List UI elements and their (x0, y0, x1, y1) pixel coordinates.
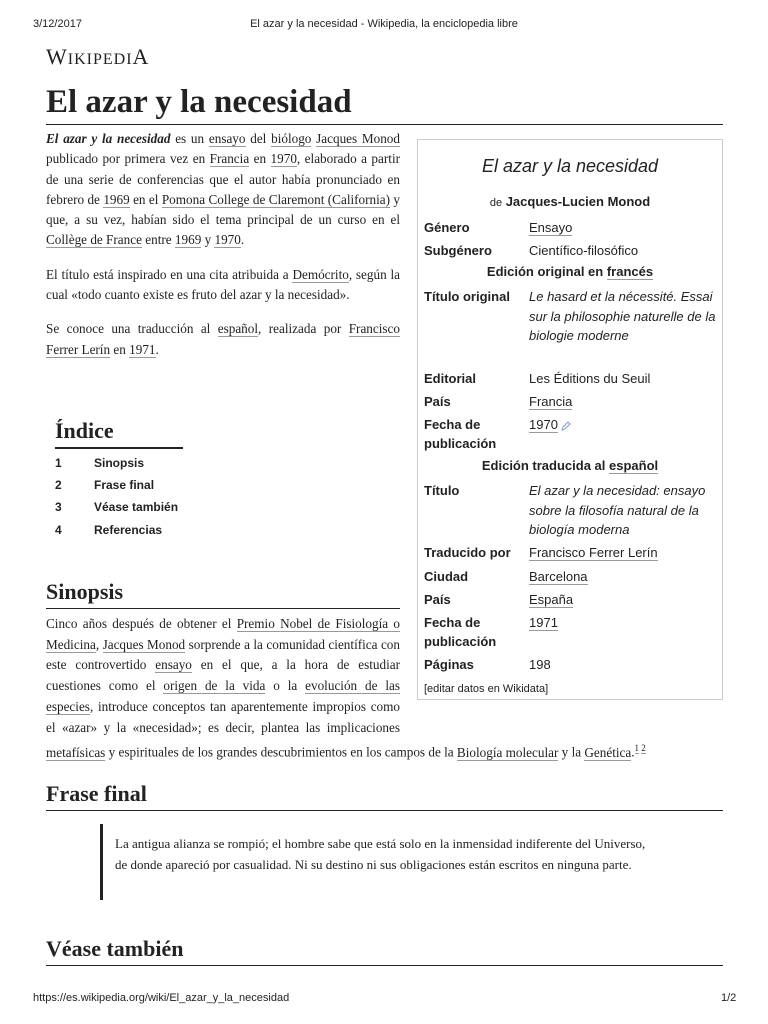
infobox-spacer (400, 614, 723, 718)
intro-text (46, 129, 400, 374)
link-fecha-1971[interactable]: 1971 (529, 615, 558, 630)
link-1970[interactable]: 1970 (270, 151, 297, 167)
link-biologia-molecular[interactable]: Biología molecular (456, 744, 559, 760)
link-genetica[interactable]: Genética (584, 744, 632, 760)
wikipedia-logo[interactable]: WIKIPEDIA (46, 44, 150, 69)
link-1970-b[interactable]: 1970 (214, 232, 241, 248)
link-espana[interactable]: España (529, 592, 574, 607)
blockquote: La antigua alianza se rompió; el hombre sabe que está solo en la inmensidad indiferente del Universo, de donde apareció por casualidad. Ni su destino ni sus obligaciones están escritos en ninguna parte. (100, 824, 660, 900)
print-url: https://es.wikipedia.org/wiki/El_azar_y_la_necesidad (33, 992, 290, 1004)
intro-paragraph-1: El azar y la necesidad es un ensayo del biólogo Jacques Monod publicado por primera vez en Francia en 1970, elaborado a partir de una serie de conferencias que el autor había pronunciado en febrero de 1969 en el Pomona College de Claremont (California) y que, a su vez, habían sido el tema principal de un curso en el Collège de France entre 1969 y 1970. (46, 131, 401, 248)
edit-wikidata-link[interactable]: [editar datos en Wikidata] (424, 683, 549, 695)
link-sinopsis-ensayo[interactable]: ensayo (155, 657, 192, 673)
link-metafisicas[interactable]: metafísicas (46, 744, 106, 760)
link-origen-de-la-vida[interactable]: origen de la vida (163, 678, 266, 694)
link-traductor[interactable]: Francisco Ferrer Lerín (529, 545, 658, 560)
link-trad-espanol[interactable]: español (609, 458, 659, 473)
ref-1[interactable]: 1 (634, 743, 640, 754)
sinopsis-paragraph: Cinco años después de obtener el Premio Nobel de Fisiología o Medicina, Jacques Monod sorprende a la comunidad científica con este controvertido ensayo en el que, a la hora de estudiar cuestiones como el origen de la vida o la evolución de las especies, introduce conceptos tan aparentemente impropios como el «azar» y la «necesidad»; es decir, plantea las implicaciones metafísicas y espirituales de los grandes descubrimientos en los campos de la Biología molecular y la Genética.$^{1 2}$ (46, 614, 723, 763)
link-francisco-ferrer-lerin[interactable]: Francisco Ferrer Lerín (46, 321, 400, 357)
link-genero-ensayo[interactable]: Ensayo (529, 220, 573, 235)
link-francia[interactable]: Francia (209, 151, 250, 167)
infobox-title: El azar y la necesidad (481, 156, 659, 176)
link-1971[interactable]: 1971 (129, 341, 156, 357)
infobox-author: de Jacques-Lucien Monod (489, 194, 651, 209)
link-espanol[interactable]: español (217, 321, 259, 337)
toc-item-sinopsis[interactable]: 1 Sinopsis (55, 456, 145, 470)
toc-item-frase-final[interactable]: 2 Frase final (55, 478, 155, 492)
intro-paragraph-2: El título está inspirado en una cita atribuida a Demócrito, según la cual «todo cuanto existe es fruto del azar y la necesidad». (46, 266, 400, 303)
link-1969-b[interactable]: 1969 (174, 232, 202, 248)
link-barcelona[interactable]: Barcelona (529, 569, 588, 584)
link-premio-nobel[interactable]: Premio Nobel de Fisiología o Medicina (46, 616, 400, 652)
section-heading-frase-final: Frase final (46, 780, 723, 811)
link-fecha-1970[interactable]: 1970 (529, 417, 558, 432)
link-biologo[interactable]: biólogo (271, 131, 312, 146)
link-pomona-college[interactable]: Pomona College de Claremont (California) (161, 191, 391, 207)
toc-heading: Índice (55, 418, 183, 449)
intro-paragraph-3: Se conoce una traducción al español, realizada por Francisco Ferrer Lerín en 1971. (46, 321, 400, 357)
infobox-section-original: Edición original en francés (486, 264, 654, 279)
print-page-count: 1/2 (721, 992, 737, 1004)
print-date: 3/12/2017 (33, 18, 82, 30)
section-heading-sinopsis: Sinopsis (46, 578, 400, 609)
link-evolucion-especies[interactable]: evolución de las especies (46, 678, 400, 714)
ref-2[interactable]: 2 (641, 743, 646, 754)
toc-item-referencias[interactable]: 4 Referencias (55, 523, 163, 537)
section-heading-vease-tambien: Véase también (46, 935, 723, 966)
link-frances[interactable]: francés (606, 264, 654, 279)
page-title: El azar y la necesidad (46, 80, 723, 125)
toc-item-vease-tambien[interactable]: 3 Véase también (55, 500, 179, 514)
link-1969[interactable]: 1969 (103, 191, 130, 207)
link-sinopsis-jacques-monod[interactable]: Jacques Monod (102, 636, 186, 652)
infobox-section-traducida: Edición traducida al español (481, 458, 659, 473)
link-democrito[interactable]: Demócrito (292, 266, 349, 282)
link-jacques-monod[interactable]: Jacques Monod (316, 131, 400, 146)
infobox: El azar y la necesidad de Jacques-Lucien Monod Género Ensayo Subgénero Científico-filosófico Edición original en francés Título original Le hasard et la nécessité. Essai sur la philosophie naturelle de la biologie moderne Editorial Les Éditions du Seuil País Francia Fecha de publicación 1970 Edición traducida al español Título El azar y la necesidad: ensayo sobre la filosofía natural de la biología moderna Traducido por Francisco Ferrer Lerín Ciudad Barcelona País España Fecha de publicación 1971 Páginas 198 [editar datos en Wikidata] (417, 139, 723, 700)
link-ensayo[interactable]: ensayo (208, 131, 246, 146)
link-pais-francia[interactable]: Francia (529, 394, 573, 409)
print-page-title: El azar y la necesidad - Wikipedia, la enciclopedia libre (250, 18, 518, 30)
pencil-icon[interactable] (561, 421, 571, 431)
link-college-de-france[interactable]: Collège de France (46, 232, 142, 248)
